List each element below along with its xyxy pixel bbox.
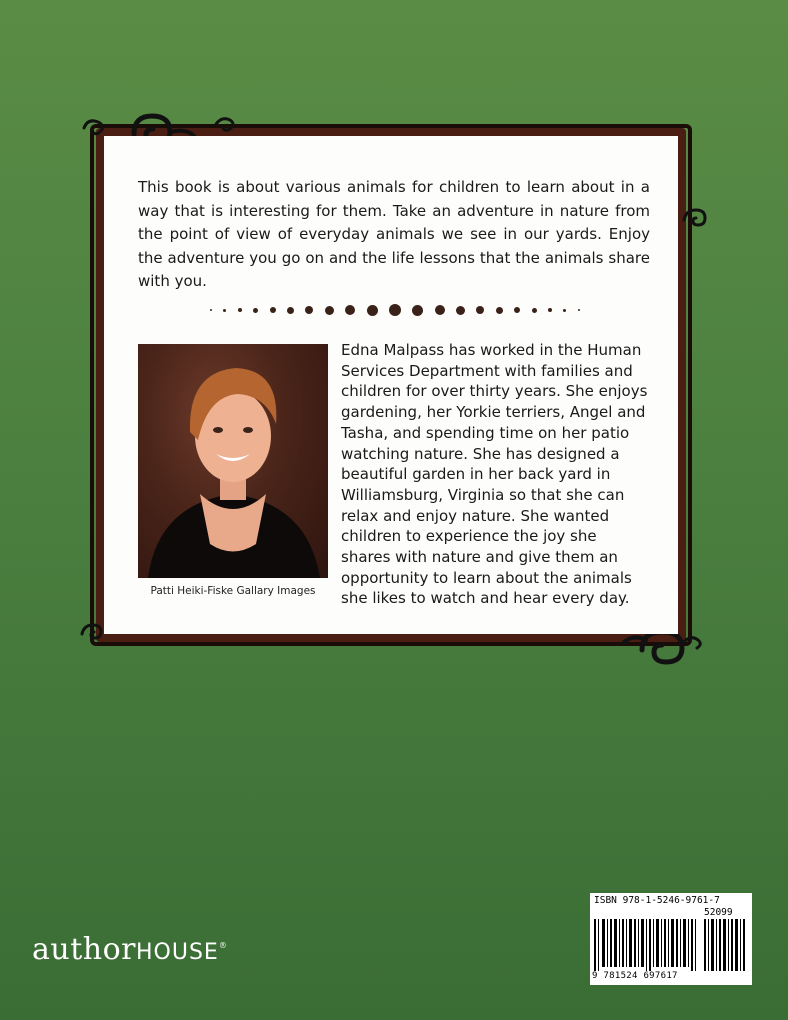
publisher-name-lower: author xyxy=(32,932,136,967)
author-portrait-icon xyxy=(138,344,328,578)
isbn-barcode xyxy=(590,893,752,985)
price-code: 52099 xyxy=(704,907,733,918)
publisher-name-caps: HOUSE xyxy=(136,940,219,965)
barcode-bars-icon xyxy=(594,919,748,971)
ean-digits: 9 781524 697617 xyxy=(592,971,678,981)
dotted-divider xyxy=(210,300,580,320)
registered-mark: ® xyxy=(218,941,228,950)
author-photo xyxy=(138,344,328,578)
author-bio: Edna Malpass has worked in the Human Services Department with families and children for over thirty years. She enjoys gardening, her Yorkie terriers, Angel and Tasha, and spending time on her patio watching nature. She has designed a beautiful garden in her back yard in Williamsburg, Virginia so that she can relax and enjoy nature. She wanted children to experience the joy she shares with nature and give them an opportunity to learn about the animals she likes to watch and hear every day. xyxy=(341,341,648,608)
publisher-logo xyxy=(32,932,227,967)
photo-credit: Patti Heiki-Fiske Gallary Images xyxy=(150,585,316,597)
swirl-ornament-right-icon xyxy=(680,204,710,234)
book-description: This book is about various animals for children to learn about in a way that is interesting for them. Take an adventure in nature from the point of view of everyday animals we see in our yards. Enjoy the adventure you go on and the life lessons that the animals share with you. xyxy=(138,178,650,290)
isbn-number: ISBN 978-1-5246-9761-7 xyxy=(594,895,720,906)
